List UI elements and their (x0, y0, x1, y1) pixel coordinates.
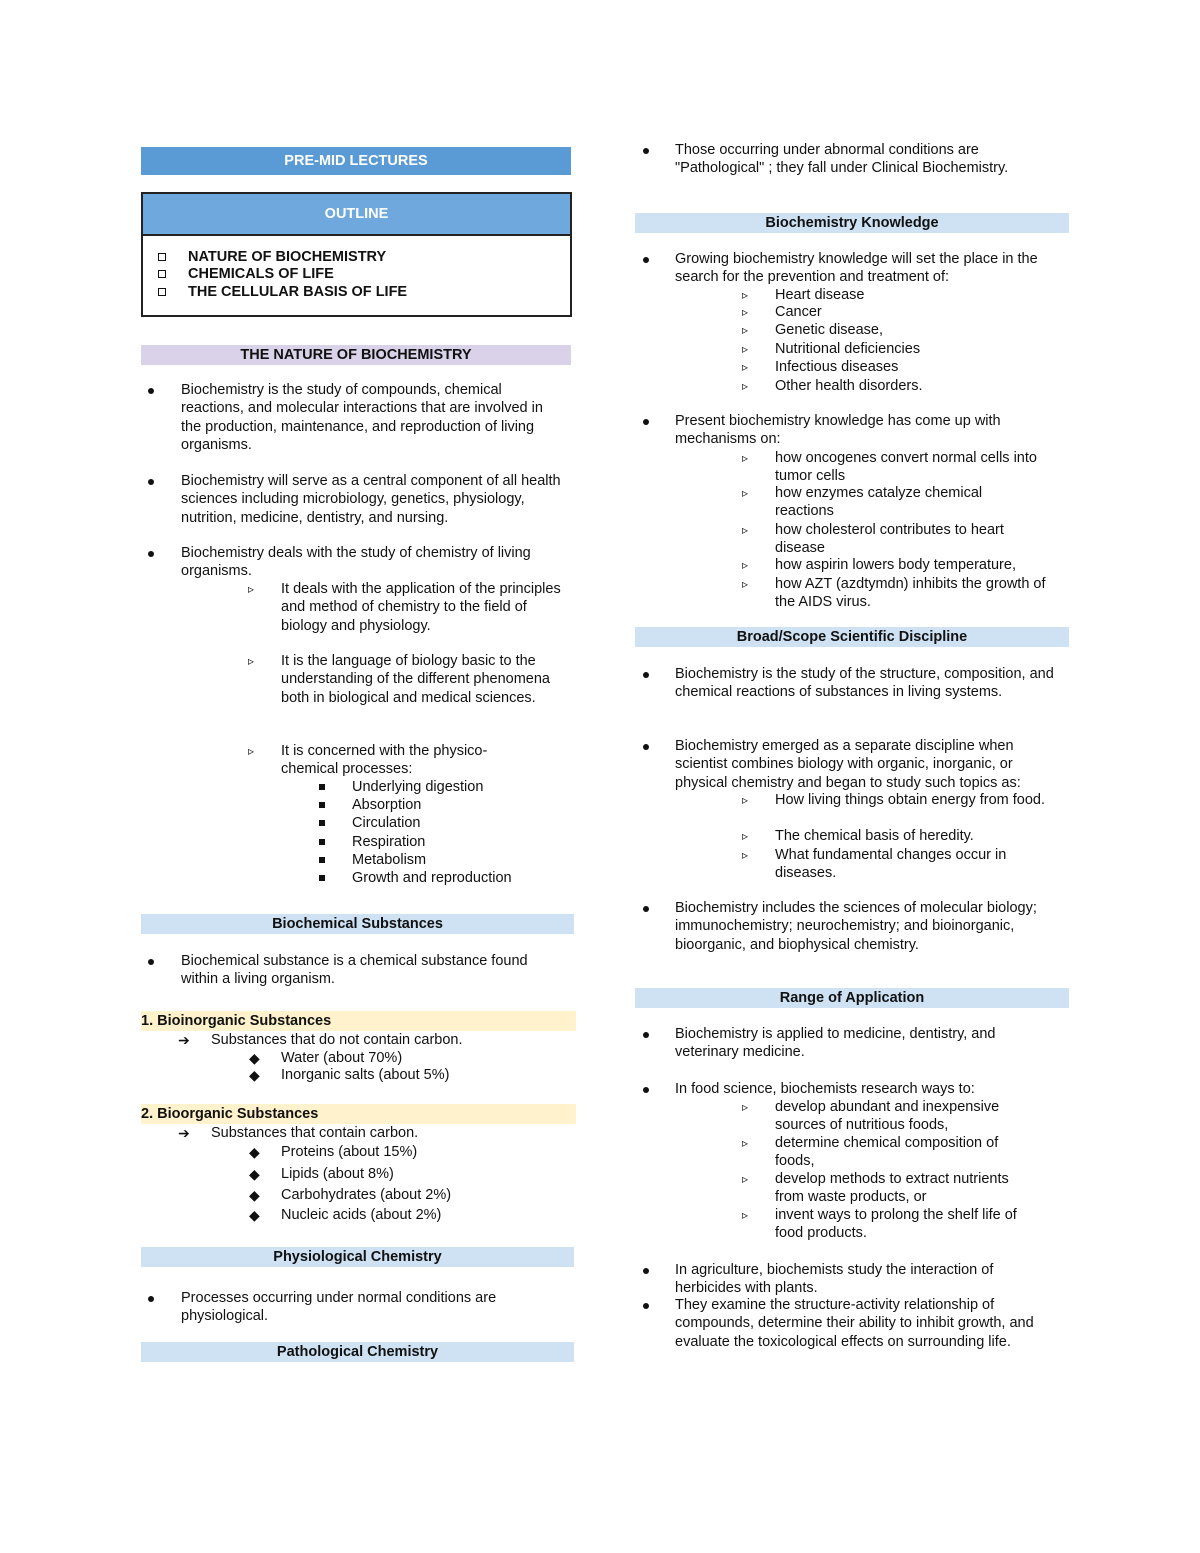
diamond-bullet-icon: ◆ (249, 1144, 260, 1160)
paragraph: Biochemistry will serve as a central component of all health sciences including microbiology, genetics, physiology, nutrition, medicine, dentistry, and nursing. (181, 473, 561, 526)
paragraph: In agriculture, biochemists study the interaction of herbicides with plants. (675, 1262, 994, 1297)
square-bullet-icon (158, 270, 166, 278)
arrow-bullet-icon: ▹ (742, 523, 749, 537)
arrow-bullet-icon: ▹ (742, 1208, 749, 1222)
paragraph: Biochemistry is the study of the structure, composition, and chemical reactions of substances in living systems. (675, 666, 1054, 701)
arrow-bullet-icon: ▹ (742, 577, 749, 591)
bullet-icon (643, 672, 649, 678)
paragraph: Biochemistry emerged as a separate discipline when scientist combines biology with organic, inorganic, or physical chemistry and began to study such topics as: (675, 738, 1021, 791)
bullet-icon (643, 1087, 649, 1093)
arrow-bullet-icon: ▹ (248, 744, 255, 758)
list-item: how enzymes catalyze chemical reactions (775, 485, 983, 520)
list-item: Proteins (about 15%) (281, 1144, 418, 1160)
arrow-right-icon: ➔ (178, 1032, 190, 1048)
outline-item: NATURE OF BIOCHEMISTRY (158, 248, 386, 266)
list-item: how AZT (azdtymdn) inhibits the growth of the AIDS virus. (775, 576, 1046, 611)
outline-item: THE CELLULAR BASIS OF LIFE (158, 283, 407, 301)
outline-box (141, 192, 572, 317)
list-item: Inorganic salts (about 5%) (281, 1067, 450, 1083)
arrow-bullet-icon: ▹ (742, 379, 749, 393)
page-banner: PRE-MID LECTURES (141, 147, 571, 175)
paragraph: It is the language of biology basic to the understanding of the different phenomena both in biological and medical sciences. (281, 653, 550, 706)
arrow-bullet-icon: ▹ (742, 1136, 749, 1150)
list-item: Metabolism (352, 852, 427, 868)
list-item: Underlying digestion (352, 779, 484, 795)
section-heading-scope: Broad/Scope Scientific Discipline (635, 627, 1069, 647)
diamond-bullet-icon: ◆ (249, 1166, 260, 1182)
bullet-icon (148, 551, 154, 557)
paragraph: Those occurring under abnormal conditions are "Pathological" ; they fall under Clinical Biochemistry. (675, 142, 1009, 177)
list-item: Infectious diseases (775, 359, 899, 375)
paragraph: Biochemistry deals with the study of chemistry of living organisms. (181, 545, 531, 580)
paragraph: Present biochemistry knowledge has come up with mechanisms on: (675, 413, 1001, 448)
bullet-icon (643, 148, 649, 154)
arrow-bullet-icon: ▹ (742, 360, 749, 374)
arrow-bullet-icon: ▹ (248, 654, 255, 668)
bullet-icon (643, 1303, 649, 1309)
square-bullet-icon (158, 253, 166, 261)
square-bullet-icon (319, 857, 325, 863)
list-item: Cancer (775, 304, 822, 320)
list-item: Lipids (about 8%) (281, 1166, 394, 1182)
list-item: Nucleic acids (about 2%) (281, 1207, 442, 1223)
paragraph: Substances that do not contain carbon. (211, 1032, 463, 1048)
square-bullet-icon (319, 802, 325, 808)
list-item: Absorption (352, 797, 422, 813)
arrow-right-icon: ➔ (178, 1125, 190, 1141)
square-bullet-icon (319, 875, 325, 881)
list-item: Other health disorders. (775, 378, 923, 394)
list-item: Growth and reproduction (352, 870, 512, 886)
paragraph: In food science, biochemists research ways to: (675, 1081, 975, 1097)
bullet-icon (643, 744, 649, 750)
list-item: develop methods to extract nutrients from waste products, or (775, 1171, 1009, 1206)
section-heading-physiological: Physiological Chemistry (141, 1247, 574, 1267)
section-heading-nature: THE NATURE OF BIOCHEMISTRY (141, 345, 571, 365)
bullet-icon (643, 1268, 649, 1274)
paragraph: Biochemistry includes the sciences of molecular biology; immunochemistry; neurochemistry; and bioinorganic, bioorganic, and biophysical chemistry. (675, 900, 1037, 953)
list-item: Respiration (352, 834, 426, 850)
section-heading-biochemical: Biochemical Substances (141, 914, 574, 934)
arrow-bullet-icon: ▹ (742, 288, 749, 302)
arrow-bullet-icon: ▹ (742, 848, 749, 862)
arrow-bullet-icon: ▹ (742, 323, 749, 337)
paragraph: Processes occurring under normal conditions are physiological. (181, 1290, 497, 1325)
bullet-icon (643, 419, 649, 425)
diamond-bullet-icon: ◆ (249, 1207, 260, 1223)
square-bullet-icon (158, 288, 166, 296)
arrow-bullet-icon: ▹ (742, 1100, 749, 1114)
list-item: how cholesterol contributes to heart disease (775, 522, 1004, 557)
list-item: Nutritional deficiencies (775, 341, 921, 357)
arrow-bullet-icon: ▹ (742, 486, 749, 500)
subheading-bioinorganic: 1. Bioinorganic Substances (141, 1011, 576, 1031)
arrow-bullet-icon: ▹ (248, 582, 255, 596)
arrow-bullet-icon: ▹ (742, 558, 749, 572)
list-item: How living things obtain energy from food. (775, 792, 1046, 808)
paragraph: It deals with the application of the principles and method of chemistry to the field of biology and physiology. (281, 581, 561, 634)
square-bullet-icon (319, 784, 325, 790)
outline-item: CHEMICALS OF LIFE (158, 265, 334, 283)
bullet-icon (643, 257, 649, 263)
subheading-bioorganic: 2. Bioorganic Substances (141, 1104, 576, 1124)
arrow-bullet-icon: ▹ (742, 793, 749, 807)
list-item: The chemical basis of heredity. (775, 828, 974, 844)
bullet-icon (148, 388, 154, 394)
bullet-icon (643, 1032, 649, 1038)
list-item: determine chemical composition of foods, (775, 1135, 999, 1170)
list-item: Genetic disease, (775, 322, 884, 338)
bullet-icon (148, 479, 154, 485)
bullet-icon (148, 959, 154, 965)
list-item: Circulation (352, 815, 421, 831)
paragraph: Substances that contain carbon. (211, 1125, 419, 1141)
section-heading-knowledge: Biochemistry Knowledge (635, 213, 1069, 233)
section-heading-range: Range of Application (635, 988, 1069, 1008)
list-item: develop abundant and inexpensive sources of nutritious foods, (775, 1099, 1000, 1134)
square-bullet-icon (319, 839, 325, 845)
section-heading-pathological: Pathological Chemistry (141, 1342, 574, 1362)
diamond-bullet-icon: ◆ (249, 1050, 260, 1066)
outline-title: OUTLINE (143, 194, 570, 236)
paragraph: Biochemistry is applied to medicine, dentistry, and veterinary medicine. (675, 1026, 996, 1061)
paragraph: Growing biochemistry knowledge will set the place in the search for the prevention and treatment of: (675, 251, 1038, 286)
arrow-bullet-icon: ▹ (742, 1172, 749, 1186)
paragraph: Biochemical substance is a chemical substance found within a living organism. (181, 953, 528, 988)
square-bullet-icon (319, 820, 325, 826)
list-item: What fundamental changes occur in diseases. (775, 847, 1007, 882)
arrow-bullet-icon: ▹ (742, 305, 749, 319)
bullet-icon (643, 906, 649, 912)
list-item: Water (about 70%) (281, 1050, 403, 1066)
diamond-bullet-icon: ◆ (249, 1067, 260, 1083)
bullet-icon (148, 1296, 154, 1302)
list-item: invent ways to prolong the shelf life of food products. (775, 1207, 1017, 1242)
diamond-bullet-icon: ◆ (249, 1187, 260, 1203)
list-item: Heart disease (775, 287, 865, 303)
arrow-bullet-icon: ▹ (742, 829, 749, 843)
list-item: Carbohydrates (about 2%) (281, 1187, 452, 1203)
paragraph: They examine the structure-activity relationship of compounds, determine their ability to inhibit growth, and evaluate the toxicological effects on surrounding life. (675, 1297, 1034, 1350)
paragraph: It is concerned with the physico-chemical processes: (281, 743, 488, 778)
arrow-bullet-icon: ▹ (742, 451, 749, 465)
list-item: how aspirin lowers body temperature, (775, 557, 1016, 573)
arrow-bullet-icon: ▹ (742, 342, 749, 356)
paragraph: Biochemistry is the study of compounds, chemical reactions, and molecular interactions that are involved in the production, maintenance, and reproduction of living organisms. (181, 382, 543, 453)
list-item: how oncogenes convert normal cells into tumor cells (775, 450, 1037, 485)
